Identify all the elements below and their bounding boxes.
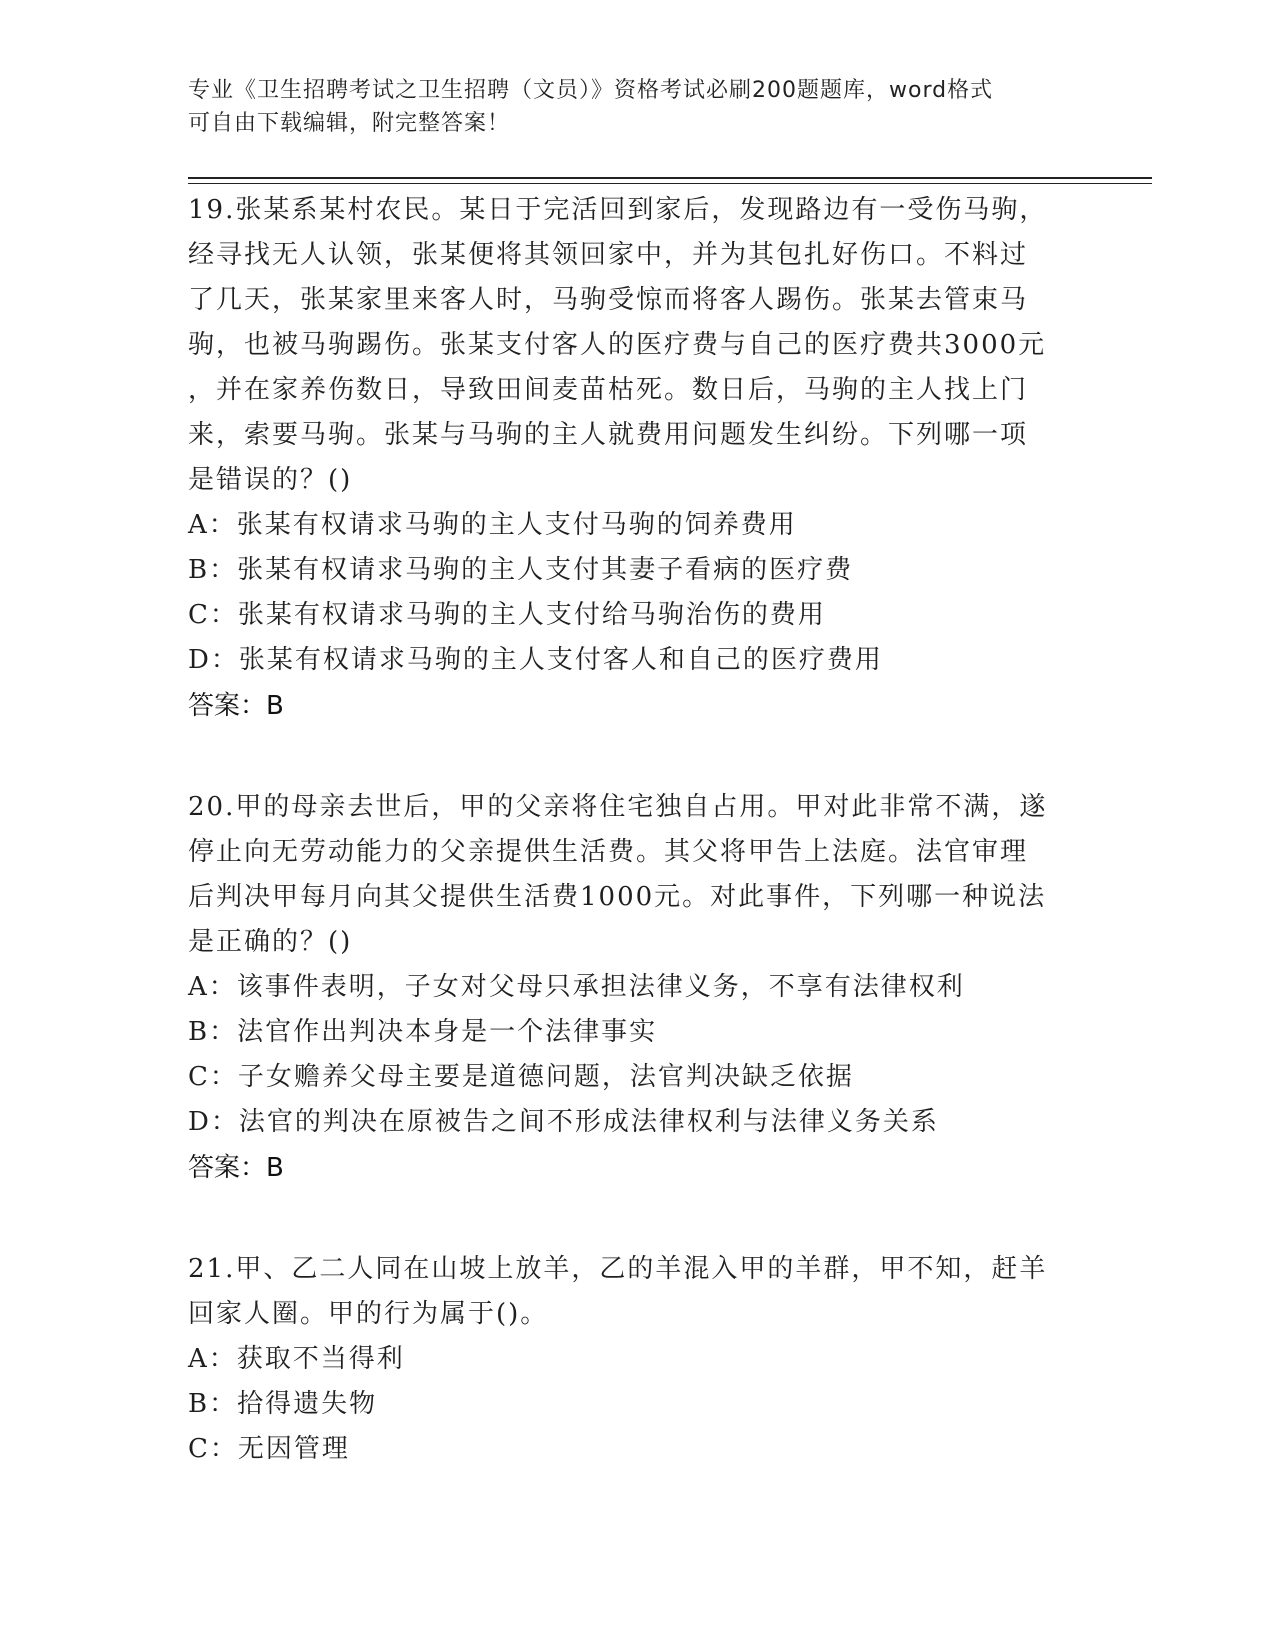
header-line-1: 专业《卫生招聘考试之卫生招聘（文员）》资格考试必刷200题题库，word格式	[188, 78, 994, 103]
option-c: C：子女赡养父母主要是道德问题，法官判决缺乏依据	[188, 1062, 854, 1092]
question-list	[188, 188, 1088, 1472]
option-b: B：张某有权请求马驹的主人支付其妻子看病的医疗费	[188, 555, 854, 585]
stem-line: 停止向无劳动能力的父亲提供生活费。其父将甲告上法庭。法官审理	[188, 837, 1029, 867]
stem-line: 驹，也被马驹踢伤。张某支付客人的医疗费与自己的医疗费共3000元	[188, 330, 1047, 360]
stem-line: 20.甲的母亲去世后，甲的父亲将住宅独自占用。甲对此非常不满，遂	[188, 792, 1048, 822]
header-rule-thin	[188, 183, 1152, 184]
question-21	[188, 1247, 1088, 1472]
option-c: C：张某有权请求马驹的主人支付给马驹治伤的费用	[188, 600, 826, 630]
question-19	[188, 188, 1088, 729]
option-c: C：无因管理	[188, 1434, 350, 1464]
option-b: B：拾得遗失物	[188, 1389, 378, 1419]
option-b: B：法官作出判决本身是一个法律事实	[188, 1017, 658, 1047]
stem-line: 了几天，张某家里来客人时，马驹受惊而将客人踢伤。张某去管束马	[188, 285, 1029, 315]
answer: 答案：B	[188, 691, 284, 721]
option-a: A：张某有权请求马驹的主人支付马驹的饲养费用	[188, 510, 797, 540]
option-a: A：该事件表明，子女对父母只承担法律义务，不享有法律权利	[188, 972, 965, 1002]
stem-line: 来，索要马驹。张某与马驹的主人就费用问题发生纠纷。下列哪一项	[188, 420, 1029, 450]
stem-line: 19.张某系某村农民。某日于完活回到家后，发现路边有一受伤马驹，	[188, 195, 1048, 225]
option-d: D：法官的判决在原被告之间不形成法律权利与法律义务关系	[188, 1107, 939, 1137]
spacer	[188, 1191, 1088, 1247]
header-line-2: 可自由下载编辑，附完整答案！	[188, 111, 511, 136]
document-header	[188, 74, 1068, 140]
question-stem	[188, 1247, 1088, 1337]
question-20	[188, 785, 1088, 1191]
stem-line: 是正确的？()	[188, 927, 353, 957]
stem-line: 21.甲、乙二人同在山坡上放羊，乙的羊混入甲的羊群，甲不知，赶羊	[188, 1254, 1048, 1284]
answer: 答案：B	[188, 1153, 284, 1183]
stem-line: ，并在家养伤数日，导致田间麦苗枯死。数日后，马驹的主人找上门	[188, 375, 1029, 405]
stem-line: 经寻找无人认领，张某便将其领回家中，并为其包扎好伤口。不料过	[188, 240, 1029, 270]
header-rule-thick	[188, 177, 1152, 179]
question-stem	[188, 785, 1088, 965]
stem-line: 是错误的？()	[188, 465, 353, 495]
spacer	[188, 729, 1088, 785]
question-stem	[188, 188, 1088, 503]
stem-line: 后判决甲每月向其父提供生活费1000元。对此事件，下列哪一种说法	[188, 882, 1047, 912]
stem-line: 回家人圈。甲的行为属于()。	[188, 1299, 549, 1329]
option-d: D：张某有权请求马驹的主人支付客人和自己的医疗费用	[188, 645, 883, 675]
option-a: A：获取不当得利	[188, 1344, 405, 1374]
